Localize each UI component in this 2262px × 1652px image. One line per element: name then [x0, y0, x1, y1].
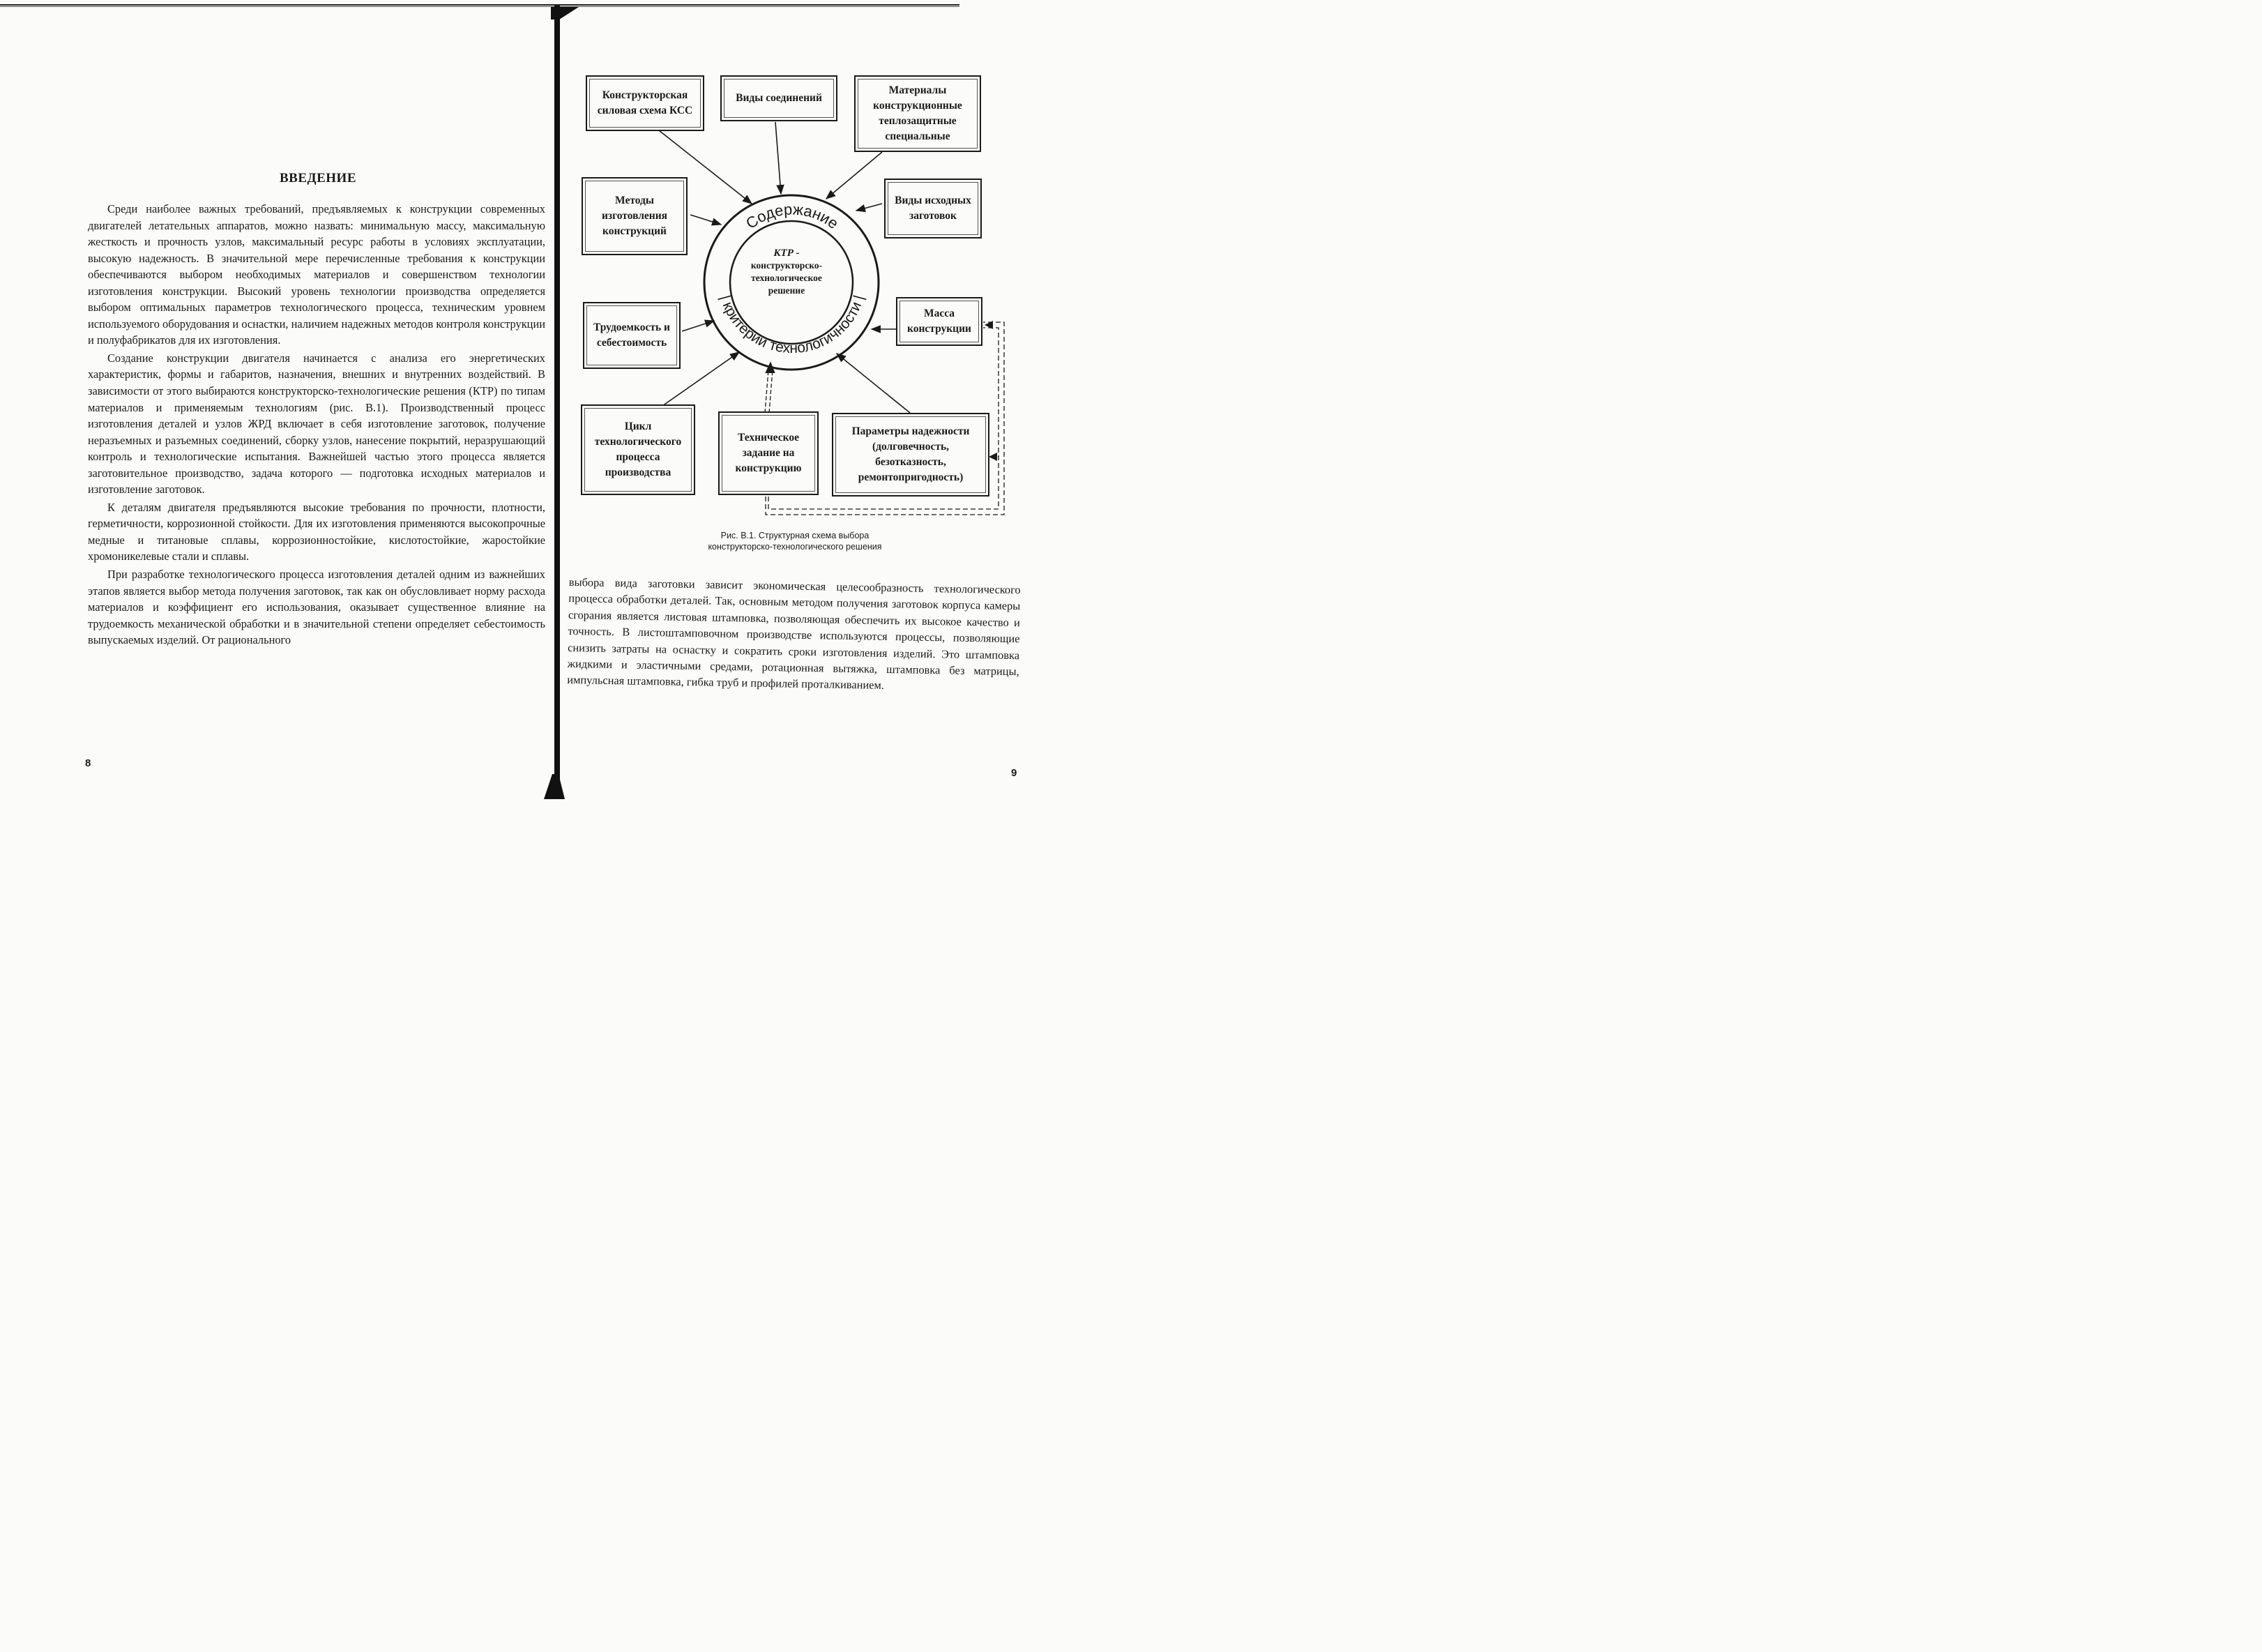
- caption-line-2: конструкторско-технологического решения: [708, 542, 882, 552]
- paragraph-4: При разработке технологического процесса изготовления деталей одним из важнейших этапов является выбор метода получения заготовок, так как он обусловливает норму расхода материалов и коэффициент его использования, оказывает существенное влияние на трудоемкость механической обработки и в значительной степени определяет себестоимость выпускаемых изделий. От рационального: [88, 568, 545, 647]
- right-body-text: [567, 574, 1021, 696]
- ktr-abbr: КТР -: [773, 248, 800, 259]
- ring-center-text: [738, 247, 835, 297]
- arrow-labor: [682, 321, 714, 331]
- figure-caption: [662, 530, 927, 552]
- arrow-reliability: [837, 354, 910, 413]
- arrow-methods: [690, 215, 721, 225]
- paragraph-3: К деталям двигателя предъявляются высокие требования по прочности, плотности, герметичности, коррозионной стойкости. Для их изготовления применяются высокопрочные медные и титановые сплавы, коррозионностойкие, кислотостойкие, жаростойкие хромоникелевые стали и сплавы.: [88, 500, 545, 563]
- arrow-materials: [826, 152, 882, 199]
- box-labor: Трудоемкость и себестоимость: [583, 302, 681, 369]
- arrow-joints: [775, 122, 781, 194]
- box-cycle: Цикл технологического процесса производства: [581, 404, 695, 495]
- right-paragraph: выбора вида заготовки зависит экономическая целесообразность технологического процесса обработки деталей. Так, основным методом получения заготовок корпуса камеры сгорания является листовая штамповка, позволяющая обеспечить их высокое качество и точность. В листоштамповочном производстве используются процессы, позволяющие снизить затраты на оснастку и сократить сроки изготовления изделий. Это штамповка жидкими и эластичными средами, ротационная вытяжка, штамповка без матрицы, импульсная штамповка, гибка труб и профилей проталкиванием.: [567, 575, 1021, 692]
- paragraph-2: Создание конструкции двигателя начинается с анализа его энергетических характеристик, формы и габаритов, назначения, внешних и внутренних воздействий. В зависимости от этого выбираются конструкторско-технологические решения (КТР) по типам материалов и применяемым технологиям (рис. В.1). Производственный процесс изготовления деталей и узлов ЖРД включает в себя изготовление заготовок, получение неразъемных и разъемных соединений, сборку узлов, нанесение покрытий, неразрушающий контроль и технологические испытания. Важнейшей частью этого процесса является заготовительное производство, задача которого — подготовка исходных материалов и изготовление заготовок.: [88, 351, 545, 497]
- page-number-left: 8: [85, 757, 91, 769]
- ring-bottom-label: | критерии технологичности |: [717, 293, 867, 357]
- loop-arrowhead-reliability: [989, 453, 997, 461]
- box-mass: Масса конструкции: [896, 297, 982, 346]
- box-materials: Материалы конструкционные теплозащитные специальные: [854, 75, 981, 152]
- box-kss: Конструкторская силовая схема КСС: [586, 75, 704, 131]
- box-blanks: Виды исходных заготовок: [884, 179, 982, 238]
- ring-top-label: Содержание: [743, 200, 842, 233]
- arrow-blanks: [856, 204, 882, 211]
- arrow-spec: [765, 363, 775, 413]
- box-reliability: Параметры надежности (долговечность, безотказность, ремонтопригодность): [832, 413, 989, 497]
- box-methods: Методы изготовления конструкций: [582, 177, 688, 255]
- box-joints: Виды соединений: [720, 75, 837, 121]
- page-title: ВВЕДЕНИЕ: [280, 171, 356, 185]
- box-spec: Техническое задание на конструкцию: [718, 411, 819, 495]
- paragraph-1: Среди наиболее важных требований, предъявляемых к конструкции современных двигателей летательных аппаратов, можно назвать: минимальную массу, максимальную жесткость и прочность узлов, максимальный ресурс работы в условиях эксплуатации, высокую надежность. В значительной мере перечисленные требования к конструкции обеспечиваются выбором необходимых материалов и совершенством технологии изготовления конструкции. Высокий уровень технологии производства определяется выбором оптимальных параметров технологического процесса, техническим уровнем используемого оборудования и оснастки, наличием надежных методов контроля конструкции и полуфабрикатов для их изготовления.: [88, 202, 545, 347]
- ktr-full: конструкторско-технологическое решение: [750, 260, 823, 296]
- caption-line-1: Рис. В.1. Структурная схема выбора: [720, 531, 870, 540]
- page-number-right: 9: [1011, 767, 1017, 779]
